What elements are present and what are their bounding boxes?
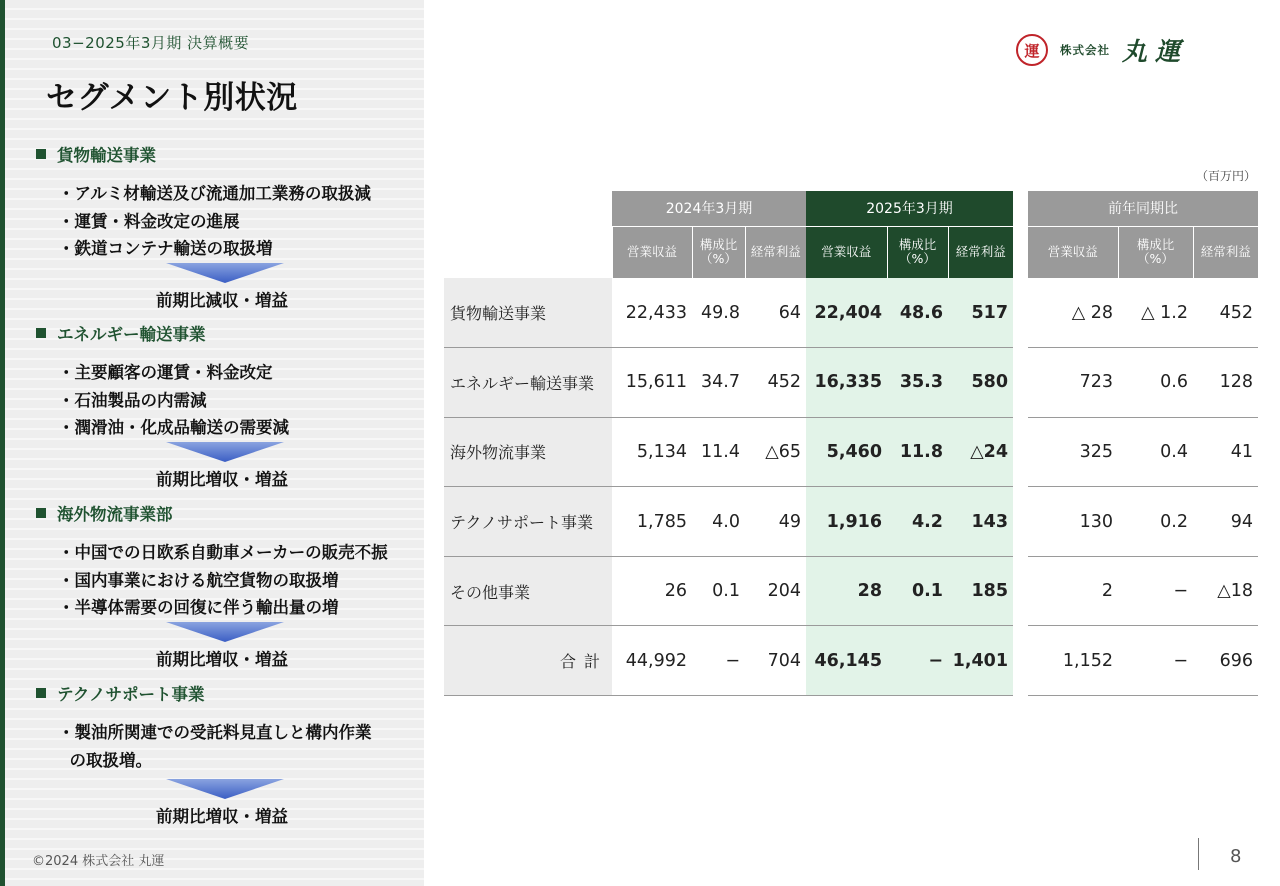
cell-cur-profit: 1,401: [948, 626, 1013, 696]
bullet-item: ・主要顧客の運賃・料金改定: [58, 363, 273, 382]
square-bullet-icon: [36, 328, 46, 338]
cell-prev-profit: 452: [745, 348, 806, 418]
cell-yoy-profit: 94: [1193, 487, 1258, 557]
cell-prev-ratio: −: [692, 626, 745, 696]
subheader-ratio: 構成比 （%）: [887, 226, 948, 278]
cell-prev-profit: 49: [745, 487, 806, 557]
cell-prev-ratio: 49.8: [692, 278, 745, 348]
cell-prev-ratio: 34.7: [692, 348, 745, 418]
cell-yoy-revenue: 130: [1028, 487, 1118, 557]
header-2024: 2024年3月期: [612, 191, 806, 226]
bullet-item: ・アルミ材輸送及び流通加工業務の取扱減: [58, 184, 371, 203]
down-arrow-icon: [36, 622, 416, 644]
segment-name: テクノサポート事業: [444, 487, 612, 557]
section-freight: [36, 142, 416, 311]
subheader-revenue: 営業収益: [612, 226, 692, 278]
table-body: [444, 278, 1258, 696]
column-gap: [1013, 278, 1028, 348]
cell-yoy-ratio: △ 1.2: [1118, 278, 1193, 348]
column-gap: [1013, 348, 1028, 418]
cell-yoy-profit: 41: [1193, 417, 1258, 487]
bullet-list: [58, 719, 416, 774]
cell-yoy-profit: 452: [1193, 278, 1258, 348]
section-result: 前期比増収・増益: [156, 807, 288, 826]
column-gap: [1013, 626, 1028, 696]
section-energy: [36, 321, 416, 490]
bullet-item: ・潤滑油・化成品輸送の需要減: [58, 418, 289, 437]
segment-table: [444, 191, 1258, 696]
segment-name: 合計: [444, 626, 612, 696]
cell-cur-profit: △24: [948, 417, 1013, 487]
page-title: セグメント別状況: [46, 80, 298, 116]
cell-prev-ratio: 11.4: [692, 417, 745, 487]
cell-prev-profit: 204: [745, 556, 806, 626]
page-number: 8: [1230, 846, 1242, 867]
slide-subtitle: 03−2025年3月期 決算概要: [52, 34, 250, 52]
down-arrow-icon: [36, 263, 416, 285]
subheader-profit: 経常利益: [948, 226, 1013, 278]
cell-cur-ratio: 35.3: [887, 348, 948, 418]
header-yoy: 前年同期比: [1028, 191, 1258, 226]
table-row: [444, 348, 1258, 418]
cell-cur-revenue: 16,335: [806, 348, 887, 418]
section-result: 前期比減収・増益: [156, 290, 288, 310]
bullet-list: [58, 359, 416, 442]
unit-label: （百万円）: [1195, 169, 1256, 183]
copyright: ©2024 株式会社 丸運: [32, 854, 165, 869]
cell-prev-revenue: 1,785: [612, 487, 692, 557]
cell-prev-profit: 64: [745, 278, 806, 348]
cell-prev-revenue: 26: [612, 556, 692, 626]
cell-prev-revenue: 15,611: [612, 348, 692, 418]
cell-cur-ratio: 11.8: [887, 417, 948, 487]
cell-yoy-revenue: 325: [1028, 417, 1118, 487]
segment-name: 海外物流事業: [444, 417, 612, 487]
cell-cur-profit: 580: [948, 348, 1013, 418]
section-technosupport: [36, 681, 416, 827]
subheader-revenue: 営業収益: [1028, 226, 1118, 278]
cell-cur-revenue: 28: [806, 556, 887, 626]
cell-cur-revenue: 5,460: [806, 417, 887, 487]
subheader-ratio: 構成比 （%）: [692, 226, 745, 278]
cell-yoy-profit: 128: [1193, 348, 1258, 418]
bullet-item: の取扱増。: [58, 750, 152, 770]
logo-company-name: 丸運: [1122, 37, 1189, 66]
table-subheader-row: [444, 226, 1258, 278]
segment-name: その他事業: [444, 556, 612, 626]
subheader-profit: 経常利益: [745, 226, 806, 278]
bullet-list: [58, 539, 416, 622]
cell-prev-revenue: 44,992: [612, 626, 692, 696]
bullet-item: ・半導体需要の回復に伴う輸出量の増: [58, 598, 339, 617]
subheader-profit: 経常利益: [1193, 226, 1258, 278]
section-heading: 貨物輸送事業: [36, 142, 416, 166]
cell-cur-profit: 517: [948, 278, 1013, 348]
cell-prev-revenue: 22,433: [612, 278, 692, 348]
cell-cur-ratio: −: [887, 626, 948, 696]
table-row: [444, 626, 1258, 696]
cell-prev-ratio: 0.1: [692, 556, 745, 626]
subheader-revenue: 営業収益: [806, 226, 887, 278]
cell-yoy-ratio: −: [1118, 556, 1193, 626]
cell-prev-profit: 704: [745, 626, 806, 696]
section-heading: 海外物流事業部: [36, 501, 416, 525]
cell-cur-revenue: 46,145: [806, 626, 887, 696]
section-result: 前期比増収・増益: [156, 469, 288, 489]
down-arrow-icon: [36, 779, 416, 801]
table-row: [444, 487, 1258, 557]
bullet-item: ・石油製品の内需減: [58, 390, 207, 410]
column-gap: [1013, 556, 1028, 626]
column-gap: [1013, 487, 1028, 557]
down-arrow-icon: [36, 442, 416, 464]
cell-yoy-profit: △18: [1193, 556, 1258, 626]
square-bullet-icon: [36, 149, 46, 159]
footer-divider: [1198, 838, 1199, 870]
cell-yoy-revenue: 2: [1028, 556, 1118, 626]
cell-yoy-revenue: △ 28: [1028, 278, 1118, 348]
cell-cur-profit: 185: [948, 556, 1013, 626]
cell-yoy-ratio: 0.4: [1118, 417, 1193, 487]
cell-cur-revenue: 1,916: [806, 487, 887, 557]
section-overseas: [36, 501, 416, 670]
column-gap: [1013, 417, 1028, 487]
bullet-item: ・国内事業における航空貨物の取扱増: [58, 570, 339, 590]
company-logo: [1016, 32, 1188, 68]
bullet-item: ・鉄道コンテナ輸送の取扱増: [58, 239, 273, 258]
cell-cur-ratio: 48.6: [887, 278, 948, 348]
square-bullet-icon: [36, 688, 46, 698]
bullet-item: ・中国での日欧系自動車メーカーの販売不振: [58, 543, 388, 562]
section-heading: エネルギー輸送事業: [36, 321, 416, 345]
table-row: [444, 278, 1258, 348]
bullet-item: ・製油所関連での受託料見直しと構内作業: [58, 723, 372, 742]
segment-name: 貨物輸送事業: [444, 278, 612, 348]
cell-cur-revenue: 22,404: [806, 278, 887, 348]
cell-cur-profit: 143: [948, 487, 1013, 557]
cell-prev-profit: △65: [745, 417, 806, 487]
cell-prev-ratio: 4.0: [692, 487, 745, 557]
header-2025: 2025年3月期: [806, 191, 1013, 226]
cell-yoy-revenue: 723: [1028, 348, 1118, 418]
bullet-item: ・運賃・料金改定の進展: [58, 211, 240, 231]
left-panel: [0, 0, 424, 886]
cell-cur-ratio: 4.2: [887, 487, 948, 557]
table-header-row: [444, 191, 1258, 226]
logo-mark-icon: 運: [1016, 34, 1048, 66]
cell-yoy-revenue: 1,152: [1028, 626, 1118, 696]
cell-yoy-ratio: 0.6: [1118, 348, 1193, 418]
section-heading: テクノサポート事業: [36, 681, 416, 705]
bullet-list: [58, 180, 416, 263]
subheader-ratio: 構成比 （%）: [1118, 226, 1193, 278]
cell-yoy-ratio: 0.2: [1118, 487, 1193, 557]
segment-name: エネルギー輸送事業: [444, 348, 612, 418]
cell-prev-revenue: 5,134: [612, 417, 692, 487]
table-row: [444, 417, 1258, 487]
cell-yoy-profit: 696: [1193, 626, 1258, 696]
logo-company-type: 株式会社: [1060, 43, 1110, 57]
square-bullet-icon: [36, 508, 46, 518]
accent-bar: [0, 0, 5, 886]
cell-yoy-ratio: −: [1118, 626, 1193, 696]
table-row: [444, 556, 1258, 626]
cell-cur-ratio: 0.1: [887, 556, 948, 626]
section-result: 前期比増収・増益: [156, 649, 288, 669]
